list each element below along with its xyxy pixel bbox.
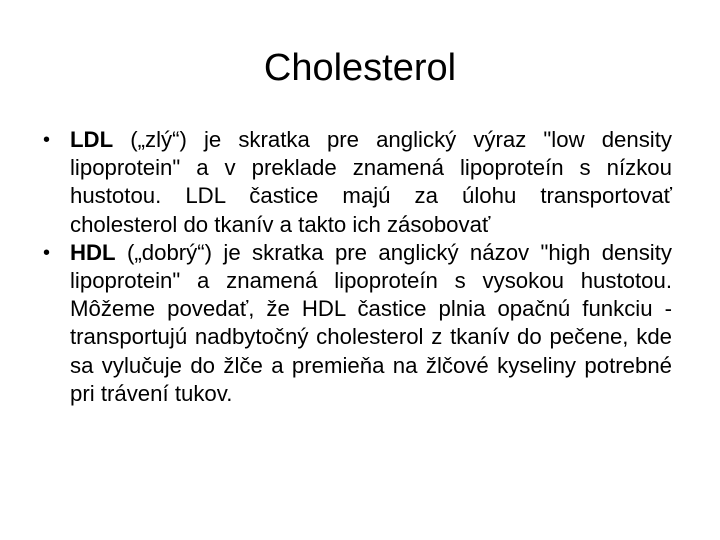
bullet-dot-icon: •: [43, 129, 51, 151]
slide-title: Cholesterol: [263, 47, 457, 89]
bullet-text-hdl: („dobrý“) je skratka pre anglický názov "high density lipoprotein" a znamená lipoproteín s vysokou hustotou. Môžeme povedať, že HDL častice plnia opačnú funkciu - transportujú nadbytočný cholesterol z tkanív do pečene, kde sa vylučuje do žlče a premieňa na žlčové kyseliny potrebné pri trávení tukov.: [70, 239, 672, 406]
bullet-item-hdl: [36, 239, 672, 408]
bullet-list: [36, 126, 672, 408]
bullet-term-ldl: LDL: [70, 127, 114, 152]
bullet-term-hdl: HDL: [70, 239, 116, 265]
bullet-dot-icon: •: [43, 241, 51, 264]
bullet-item-ldl: [36, 126, 672, 239]
bullet-text-ldl: („zlý“) je skratka pre anglický výraz "low density lipoprotein" a v preklade znamená lipoproteín s nízkou hustotou. LDL častice majú za úlohu transportovať cholesterol do tkanív a takto ich zásobovať: [70, 127, 672, 237]
